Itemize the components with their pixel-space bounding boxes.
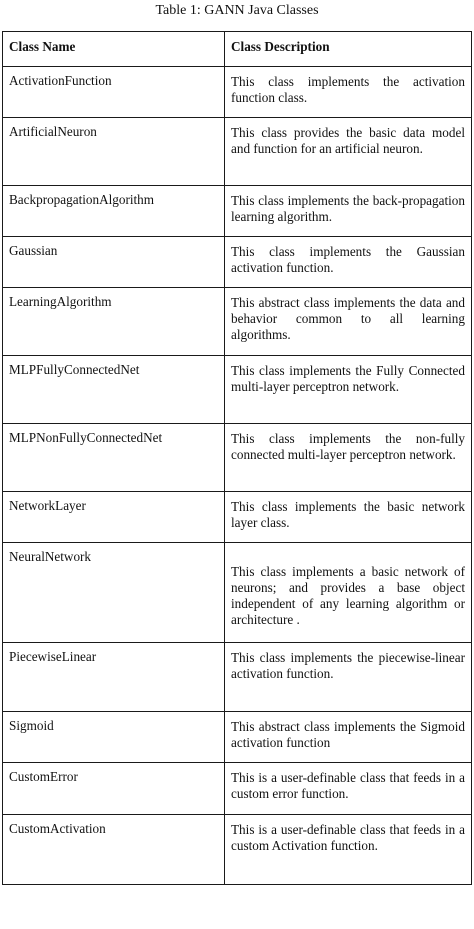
class-description-cell: This class implements the Fully Connected multi-layer perceptron network.: [225, 356, 472, 424]
class-name-cell: NeuralNetwork: [3, 543, 225, 643]
class-name-cell: BackpropagationAlgorithm: [3, 186, 225, 237]
class-name-cell: MLPFullyConnectedNet: [3, 356, 225, 424]
class-name-cell: ActivationFunction: [3, 67, 225, 118]
table-row: [3, 186, 472, 237]
class-name-cell: NetworkLayer: [3, 492, 225, 543]
table-row: [3, 288, 472, 356]
class-description-cell: This class implements the activation function class.: [225, 67, 472, 118]
class-description-cell: This is a user-definable class that feeds in a custom Activation function.: [225, 815, 472, 885]
table-row: [3, 543, 472, 643]
class-name-cell: Gaussian: [3, 237, 225, 288]
table-row: [3, 815, 472, 885]
table-caption: Table 1: GANN Java Classes: [155, 3, 319, 18]
class-description-cell: This class implements the back-propagation learning algorithm.: [225, 186, 472, 237]
class-description-cell: This class provides the basic data model and function for an artificial neuron.: [225, 118, 472, 186]
table-row: [3, 237, 472, 288]
table-row: [3, 118, 472, 186]
class-description-cell: This class implements a basic network of neurons; and provides a base object independent of any learning algorithm or architecture .: [225, 543, 472, 643]
gann-classes-table: [2, 31, 472, 885]
table-row: [3, 67, 472, 118]
class-description-cell: This class implements the Gaussian activation function.: [225, 237, 472, 288]
column-header-class-name: Class Name: [3, 32, 225, 67]
class-description-cell: This abstract class implements the data and behavior common to all learning algorithms.: [225, 288, 472, 356]
class-name-cell: CustomActivation: [3, 815, 225, 885]
class-name-cell: Sigmoid: [3, 712, 225, 763]
table-row: [3, 643, 472, 712]
class-name-cell: CustomError: [3, 763, 225, 815]
class-description-cell: This abstract class implements the Sigmoid activation function: [225, 712, 472, 763]
class-description-cell: This class implements the non-fully connected multi-layer perceptron network.: [225, 424, 472, 492]
class-description-cell: This is a user-definable class that feeds in a custom error function.: [225, 763, 472, 815]
table-row: [3, 492, 472, 543]
class-name-cell: PiecewiseLinear: [3, 643, 225, 712]
table-header-row: [3, 32, 472, 67]
table-row: [3, 356, 472, 424]
class-name-cell: LearningAlgorithm: [3, 288, 225, 356]
table-row: [3, 424, 472, 492]
class-description-cell: This class implements the piecewise-linear activation function.: [225, 643, 472, 712]
column-header-class-description: Class Description: [225, 32, 472, 67]
table-row: [3, 712, 472, 763]
table-row: [3, 763, 472, 815]
class-name-cell: MLPNonFullyConnectedNet: [3, 424, 225, 492]
class-name-cell: ArtificialNeuron: [3, 118, 225, 186]
class-description-cell: This class implements the basic network layer class.: [225, 492, 472, 543]
